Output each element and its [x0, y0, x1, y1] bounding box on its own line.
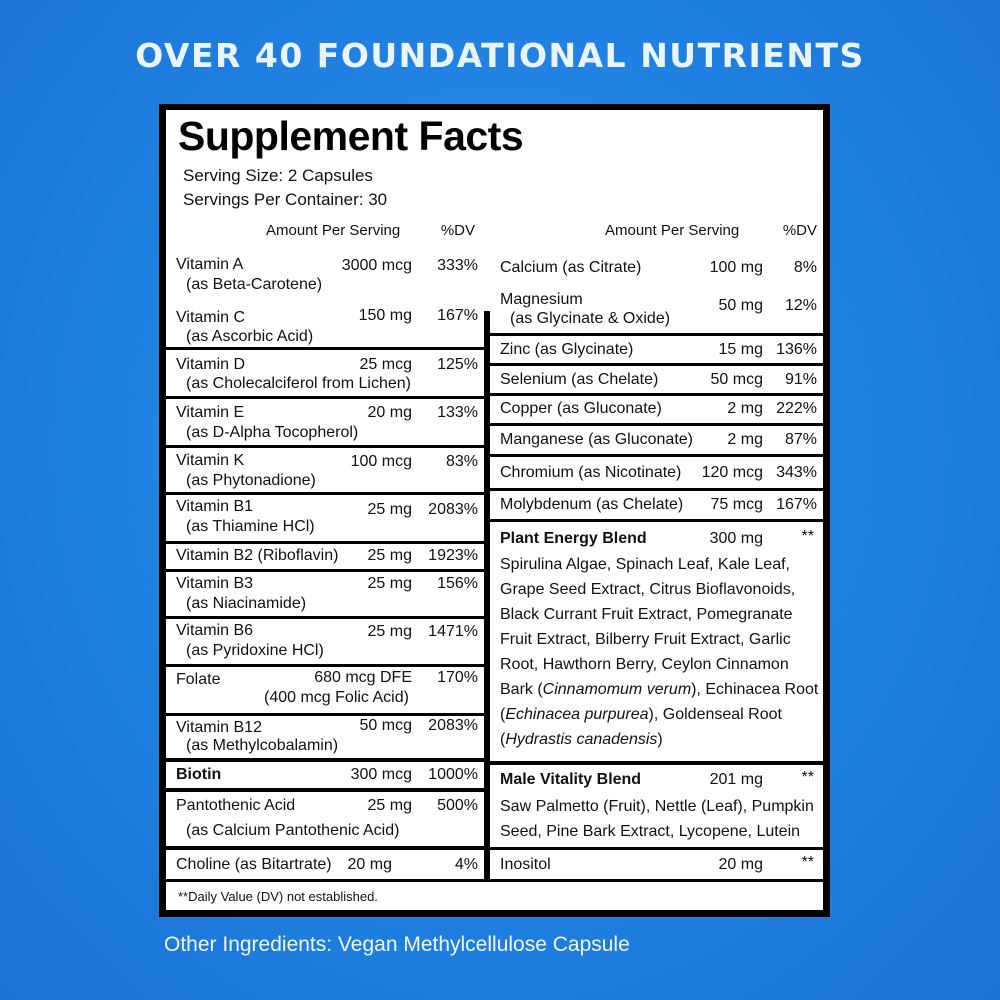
nutrient-dv: 222%	[776, 400, 817, 417]
footnote-text: **Daily Value (DV) not established.	[178, 889, 378, 904]
nutrient-row-vitamin-b12	[166, 716, 484, 758]
nutrient-amount: 300 mcg	[350, 766, 412, 783]
nutrient-dv: 333%	[437, 257, 478, 274]
nutrient-amount: 100 mcg	[350, 453, 412, 470]
nutrient-source: (as D-Alpha Tocopherol)	[186, 424, 359, 441]
nutrient-dv: 8%	[793, 259, 817, 276]
nutrient-row-vitamin-e	[166, 399, 484, 445]
nutrient-source: (as Calcium Pantothenic Acid)	[186, 822, 400, 839]
nutrient-amount: 75 mcg	[710, 496, 763, 513]
nutrient-amount: 20 mg	[367, 404, 412, 421]
nutrient-name: Molybdenum (as Chelate)	[500, 496, 684, 513]
blend-latin-name: Hydrastis canadensis	[505, 731, 658, 748]
nutrient-row-choline	[166, 850, 484, 879]
servings-per-container: Servings Per Container: 30	[183, 190, 388, 209]
blend-amount: 201 mg	[709, 771, 763, 788]
nutrient-row-vitamin-d	[166, 350, 484, 396]
nutrient-row-vitamin-b6	[166, 619, 484, 664]
nutrient-dv: 83%	[445, 453, 478, 470]
nutrient-row-calcium	[490, 248, 823, 284]
nutrient-dv: 170%	[437, 669, 478, 686]
nutrient-dv: 1923%	[428, 547, 478, 564]
other-ingredients: Other Ingredients: Vegan Methylcellulose Capsule	[164, 933, 630, 956]
nutrient-row-vitamin-b2	[166, 544, 484, 569]
nutrient-dv: 91%	[784, 371, 817, 388]
nutrient-dv: 12%	[784, 297, 817, 314]
nutrient-source: (as Cholecalciferol from Lichen)	[186, 375, 411, 392]
nutrient-dv: 1000%	[428, 766, 478, 783]
dv-label: %DV	[440, 222, 475, 239]
nutrient-name: Vitamin B3	[176, 575, 254, 592]
nutrient-amount: 150 mg	[358, 307, 412, 324]
nutrient-amount: 50 mg	[718, 297, 763, 314]
nutrient-name: Vitamin C	[176, 309, 246, 326]
amount-per-serving-label: Amount Per Serving	[266, 222, 401, 239]
blend-dv: **	[801, 528, 814, 545]
plant-energy-blend	[490, 522, 823, 761]
blend-latin-name: Cinnamomum verum	[542, 681, 692, 698]
nutrient-name: Vitamin B2 (Riboflavin)	[176, 547, 339, 564]
nutrient-row-vitamin-a	[166, 248, 484, 298]
amount-per-serving-label: Amount Per Serving	[605, 222, 740, 239]
supplement-facts-panel	[159, 104, 830, 917]
nutrient-dv: 133%	[437, 404, 478, 421]
nutrient-source: (as Phytonadione)	[186, 472, 316, 489]
nutrient-name: Manganese (as Gluconate)	[500, 431, 693, 448]
nutrient-source: (as Glycinate & Oxide)	[510, 310, 671, 327]
nutrient-amount: 3000 mcg	[341, 257, 412, 274]
nutrient-source: (400 mcg Folic Acid)	[264, 689, 409, 706]
serving-size: Serving Size: 2 Capsules	[183, 166, 373, 185]
nutrient-amount: 25 mg	[367, 623, 412, 640]
nutrient-source: (as Beta-Carotene)	[186, 276, 323, 293]
nutrient-dv: 2083%	[428, 501, 478, 518]
nutrient-name: Zinc (as Glycinate)	[500, 341, 634, 358]
nutrient-source: (as Thiamine HCl)	[186, 518, 315, 535]
nutrient-row-zinc	[490, 336, 823, 363]
nutrient-dv: 343%	[776, 464, 817, 481]
nutrient-source: (as Ascorbic Acid)	[186, 328, 314, 345]
nutrient-amount: 25 mg	[367, 797, 412, 814]
nutrient-dv: 87%	[784, 431, 817, 448]
dv-label: %DV	[782, 222, 817, 239]
nutrient-source: (as Niacinamide)	[186, 595, 307, 612]
nutrient-name: Copper (as Gluconate)	[500, 400, 662, 417]
nutrient-name: Vitamin B12	[176, 719, 262, 736]
nutrient-amount: 120 mcg	[701, 464, 763, 481]
nutrient-name: Vitamin E	[176, 404, 245, 421]
nutrient-name: Magnesium	[500, 291, 583, 308]
nutrient-row-selenium	[490, 366, 823, 393]
nutrient-amount: 2 mg	[727, 431, 763, 448]
headline: OVER 40 FOUNDATIONAL NUTRIENTS	[135, 36, 865, 75]
facts-title: Supplement Facts	[178, 113, 524, 159]
nutrient-row-copper	[490, 396, 823, 423]
nutrient-name: Folate	[176, 671, 221, 688]
blend-dv: **	[801, 769, 814, 786]
nutrient-row-manganese	[490, 426, 823, 454]
right-column-header	[490, 219, 823, 244]
nutrient-amount: 25 mcg	[359, 356, 412, 373]
nutrient-source: (as Pyridoxine HCl)	[186, 642, 324, 659]
nutrient-dv: 136%	[776, 341, 817, 358]
nutrient-name: Calcium (as Citrate)	[500, 259, 642, 276]
nutrient-dv: 156%	[437, 575, 478, 592]
nutrient-dv: 125%	[437, 356, 478, 373]
nutrient-row-biotin	[166, 762, 484, 788]
nutrient-amount: 25 mg	[367, 501, 412, 518]
nutrient-amount: 15 mg	[718, 341, 763, 358]
nutrient-dv: 2083%	[428, 717, 478, 734]
nutrient-name: Pantothenic Acid	[176, 797, 296, 814]
nutrient-row-vitamin-c	[166, 301, 484, 347]
nutrient-name: Vitamin A	[176, 256, 244, 273]
nutrient-amount: 680 mcg DFE	[314, 669, 412, 686]
nutrient-row-molybdenum	[490, 491, 823, 519]
nutrient-amount: 50 mcg	[359, 717, 412, 734]
left-column-header	[166, 219, 484, 244]
nutrient-dv: 4%	[454, 856, 478, 873]
blend-text: Spirulina Algae, Spinach Leaf, Kale Leaf, Grape Seed Extract, Citrus Bioflavonoids, Black Currant Fruit Extract, Pomegranate Fruit Extract, Bilberry Fruit Extract, Garlic Root, Hawthorn Berry, Ceylon Cinnamon Bark (	[500, 556, 796, 698]
male-vitality-blend	[490, 765, 823, 847]
nutrient-name: Vitamin B6	[176, 622, 254, 639]
nutrient-amount: 20 mg	[347, 856, 392, 873]
nutrient-name: Inositol	[500, 856, 551, 873]
nutrient-dv: 1471%	[428, 623, 478, 640]
nutrient-amount: 100 mg	[709, 259, 763, 276]
nutrient-name: Vitamin D	[176, 356, 246, 373]
nutrient-amount: 25 mg	[367, 575, 412, 592]
nutrient-row-folate	[166, 667, 484, 713]
nutrient-amount: 50 mcg	[710, 371, 763, 388]
nutrient-row-chromium	[490, 457, 823, 488]
nutrient-row-vitamin-b1	[166, 495, 484, 541]
nutrient-dv: 167%	[776, 496, 817, 513]
blend-amount: 300 mg	[709, 530, 763, 547]
blend-latin-name: Echinacea purpurea	[505, 706, 649, 723]
nutrient-dv: 500%	[437, 797, 478, 814]
nutrient-row-vitamin-b3	[166, 572, 484, 616]
footnote	[166, 882, 823, 910]
blend-ingredients	[500, 552, 819, 752]
nutrient-row-pantothenic-acid	[166, 792, 484, 846]
blend-text: ), Echinacea Root (	[500, 681, 819, 723]
nutrient-amount: 25 mg	[367, 547, 412, 564]
nutrient-name: Vitamin K	[176, 452, 245, 469]
nutrient-dv: 167%	[437, 307, 478, 324]
blend-text: )	[657, 731, 663, 748]
nutrient-source: (as Methylcobalamin)	[186, 737, 339, 754]
nutrient-dv: **	[801, 854, 814, 871]
nutrient-amount: 20 mg	[718, 856, 763, 873]
nutrient-row-inositol	[490, 850, 823, 879]
nutrient-name: Selenium (as Chelate)	[500, 371, 659, 388]
nutrient-amount: 2 mg	[727, 400, 763, 417]
blend-name: Male Vitality Blend	[500, 771, 642, 788]
blend-text: ), Goldenseal Root (	[500, 706, 782, 748]
nutrient-row-vitamin-k	[166, 448, 484, 492]
nutrient-name: Vitamin B1	[176, 498, 254, 515]
nutrient-name: Chromium (as Nicotinate)	[500, 464, 682, 481]
nutrient-row-magnesium	[490, 287, 823, 333]
nutrient-name: Biotin	[176, 766, 222, 783]
blend-ingredients: Saw Palmetto (Fruit), Nettle (Leaf), Pumpkin Seed, Pine Bark Extract, Lycopene, Lutein	[500, 798, 814, 840]
nutrient-name: Choline (as Bitartrate)	[176, 856, 332, 873]
blend-name: Plant Energy Blend	[500, 530, 647, 547]
